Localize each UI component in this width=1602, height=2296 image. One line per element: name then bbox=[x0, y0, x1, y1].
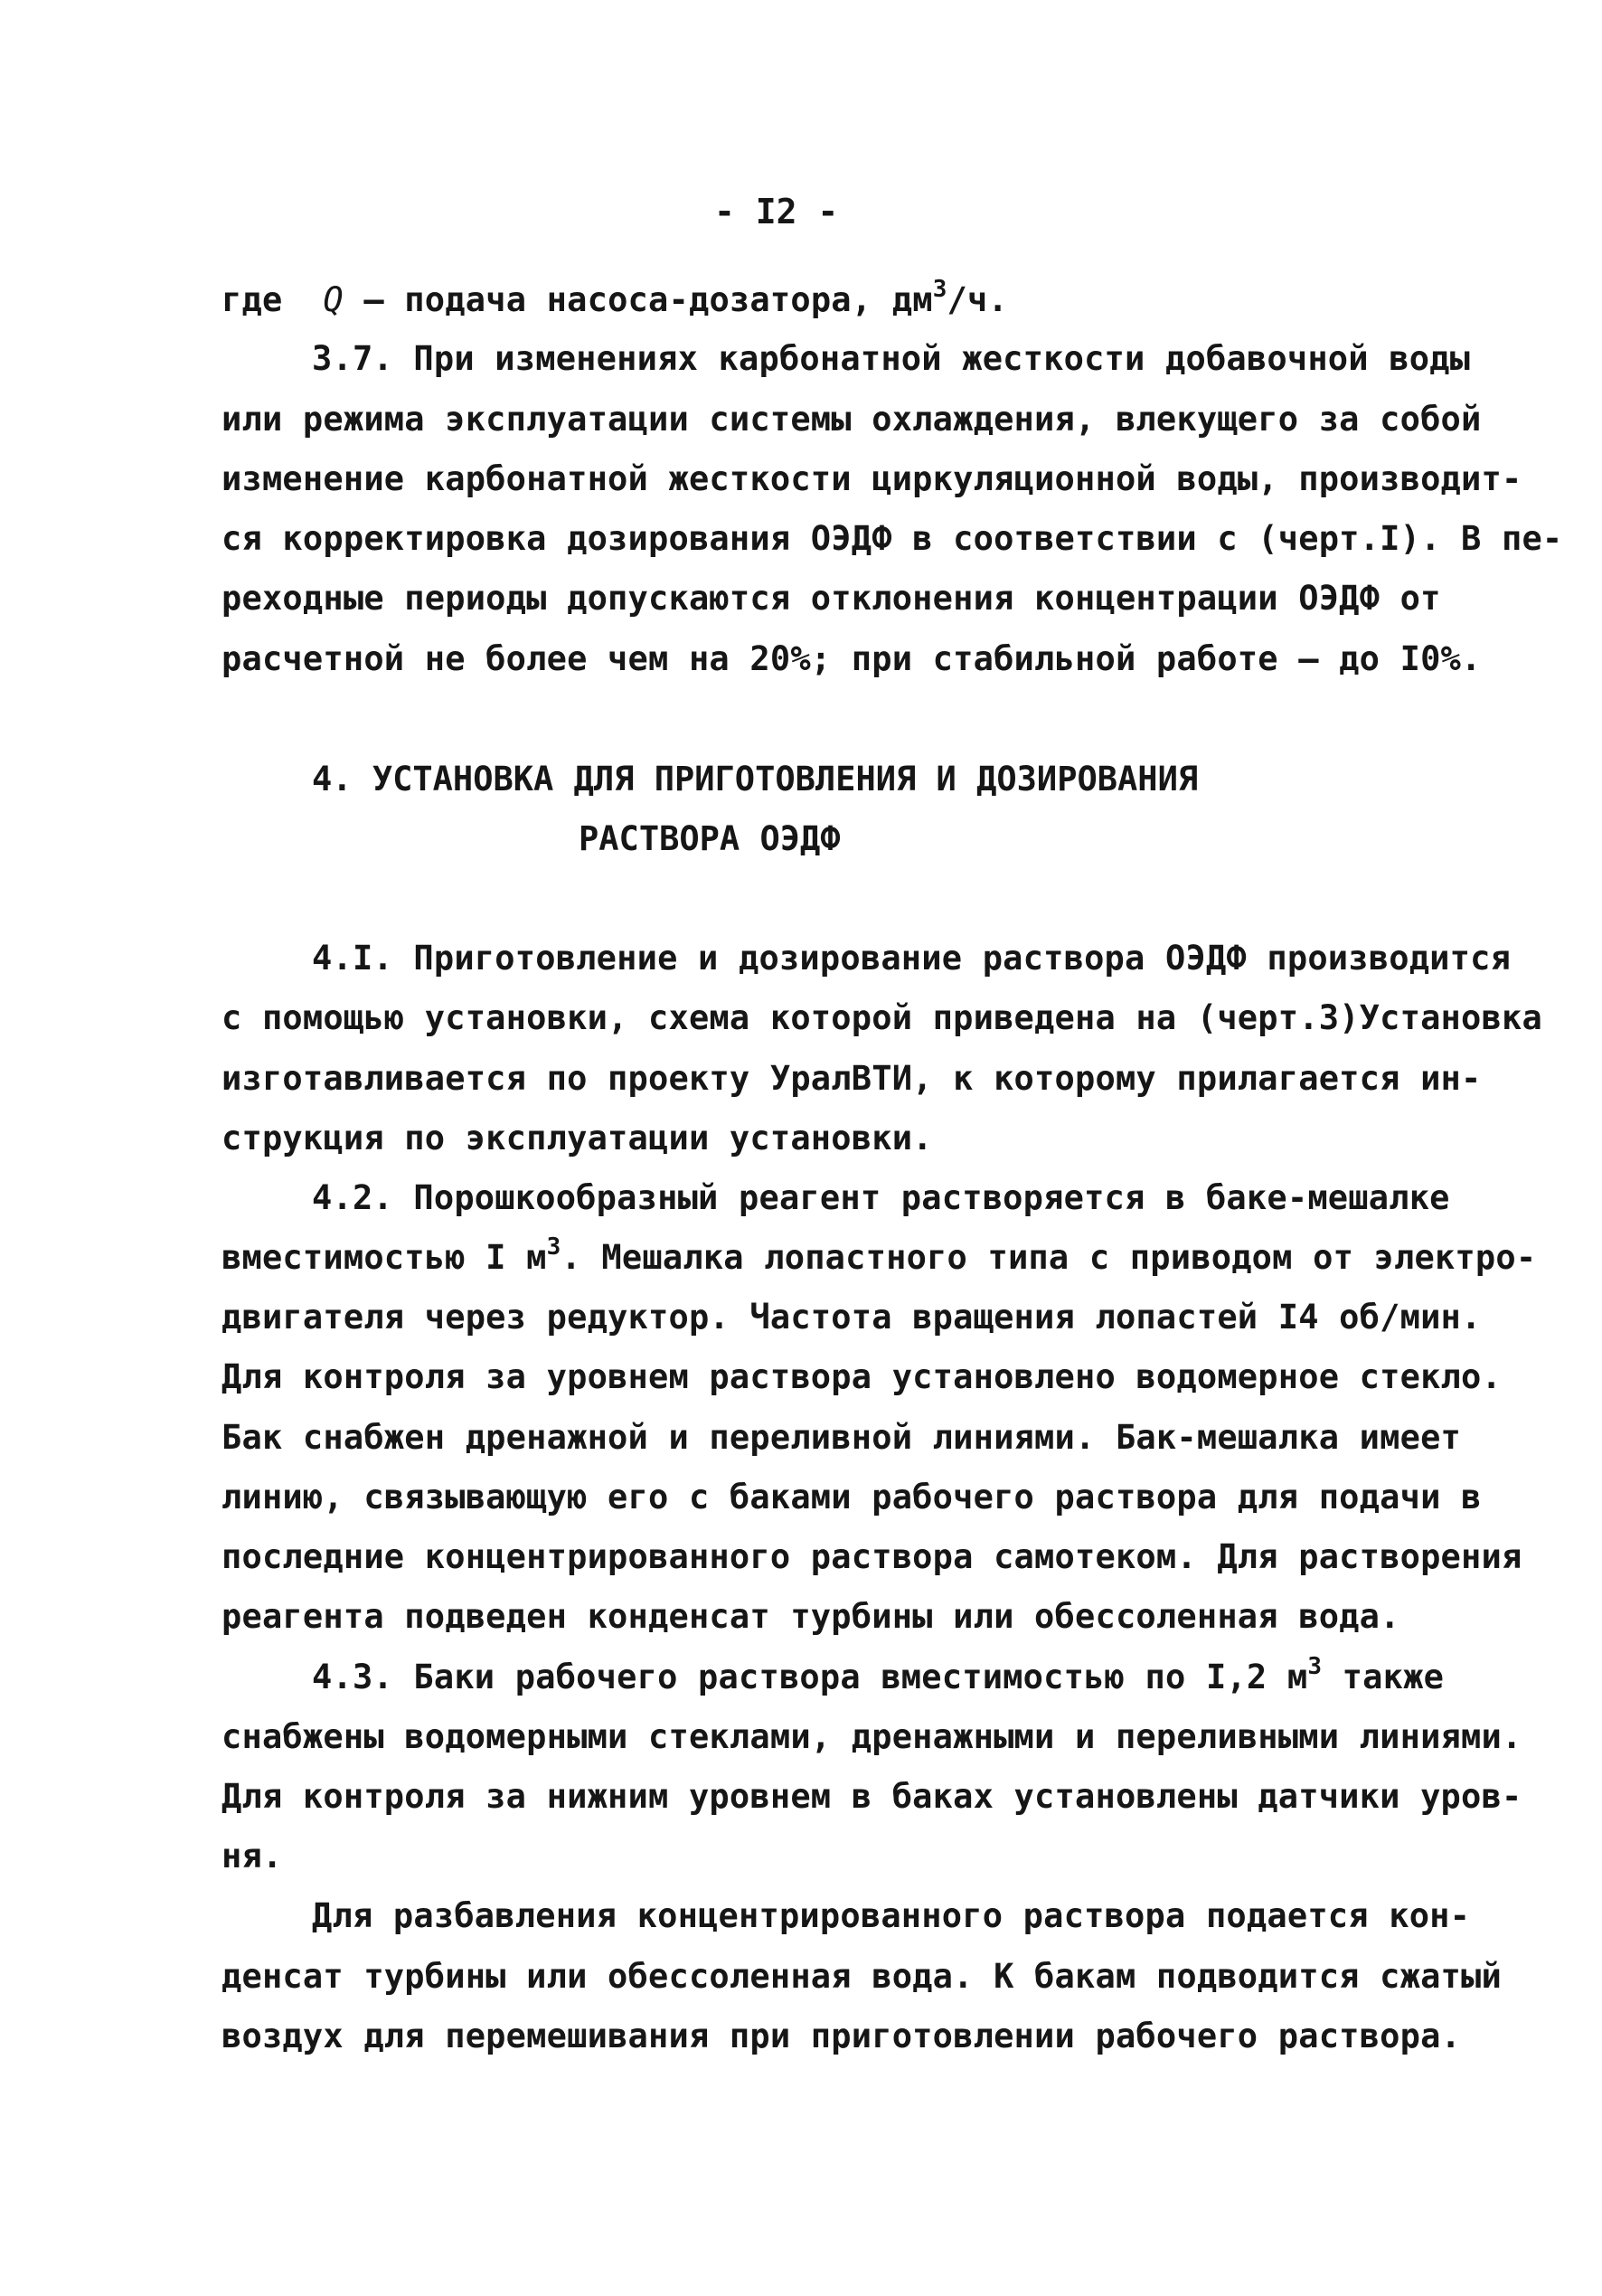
formula-unit-sup: 3 bbox=[932, 276, 947, 303]
paragraph-4-3-line: ня. bbox=[221, 1837, 283, 1876]
section-4-title-line2: РАСТВОРА ОЭДФ bbox=[579, 819, 841, 858]
paragraph-4-1-line: с помощью установки, схема которой приведена на (черт.3)Установка bbox=[221, 998, 1542, 1037]
paragraph-4-2-line: последние концентрированного раствора самотеком. Для растворения bbox=[221, 1537, 1522, 1576]
paragraph-4-2-line: Бак снабжен дренажной и переливной линиями. Бак-мешалка имеет bbox=[221, 1418, 1462, 1457]
paragraph-4-2-line: 4.2. Порошкообразный реагент растворяется в баке-мешалке bbox=[312, 1178, 1450, 1217]
formula-text: – подача насоса-дозатора, дм bbox=[363, 280, 933, 319]
paragraph-3-7-line: расчетной не более чем на 20%; при стабильной работе – до I0%. bbox=[221, 639, 1482, 678]
paragraph-4-1-line: струкция по эксплуатации установки. bbox=[221, 1119, 933, 1157]
paragraph-4-2-line: Для контроля за уровнем раствора установлено водомерное стекло. bbox=[221, 1357, 1502, 1396]
formula-unit-tail: /ч. bbox=[947, 280, 1008, 319]
paragraph-4-2-text: вместимостью I м bbox=[221, 1238, 547, 1277]
paragraph-4-2-line: реагента подведен конденсат турбины или обессоленная вода. bbox=[221, 1597, 1400, 1636]
paragraph-dilution-line: воздух для перемешивания при приготовлении рабочего раствора. bbox=[221, 2017, 1462, 2055]
paragraph-3-7-line: или режима эксплуатации системы охлаждения, влекущего за собой bbox=[221, 400, 1482, 439]
page-number: - I2 - bbox=[714, 192, 839, 231]
paragraph-3-7-line: реходные периоды допускаются отклонения концентрации ОЭДФ от bbox=[221, 579, 1441, 618]
paragraph-4-2-text: . Мешалка лопастного типа с приводом от электро- bbox=[561, 1238, 1537, 1277]
unit-superscript: 3 bbox=[546, 1233, 561, 1261]
paragraph-4-3-line: Для контроля за нижним уровнем в баках установлены датчики уров- bbox=[221, 1777, 1522, 1816]
paragraph-4-3-line bbox=[312, 1653, 1445, 1699]
paragraph-4-2-line: двигателя через редуктор. Частота вращения лопастей I4 об/мин. bbox=[221, 1298, 1482, 1337]
paragraph-4-1-line: изготавливается по проекту УралВТИ, к которому прилагается ин- bbox=[221, 1059, 1482, 1098]
paragraph-4-3-line: снабжены водомерными стеклами, дренажными и переливными линиями. bbox=[221, 1717, 1522, 1756]
paragraph-4-2-line bbox=[221, 1233, 1537, 1280]
paragraph-4-2-line: линию, связывающую его с баками рабочего раствора для подачи в bbox=[221, 1478, 1482, 1516]
paragraph-4-3-text: 4.3. Баки рабочего раствора вместимостью по I,2 м bbox=[312, 1658, 1308, 1696]
paragraph-3-7-line: изменение карбонатной жесткости циркуляционной воды, производит- bbox=[221, 459, 1522, 498]
paragraph-4-1-line: 4.I. Приготовление и дозирование раствора ОЭДФ производится bbox=[312, 939, 1512, 978]
paragraph-3-7-line: ся корректировка дозирования ОЭДФ в соответствии с (черт.I). В пе- bbox=[221, 519, 1563, 558]
section-4-title-line1: 4. УСТАНОВКА ДЛЯ ПРИГОТОВЛЕНИЯ И ДОЗИРОВАНИЯ bbox=[312, 760, 1199, 798]
formula-prefix: где bbox=[221, 280, 283, 319]
unit-superscript: 3 bbox=[1307, 1653, 1323, 1680]
paragraph-dilution-line: денсат турбины или обессоленная вода. К бакам подводится сжатый bbox=[221, 1957, 1502, 1996]
formula-symbol: Q bbox=[323, 280, 344, 319]
formula-explanation bbox=[221, 276, 1008, 322]
paragraph-3-7-line: 3.7. При изменениях карбонатной жесткости добавочной воды bbox=[312, 339, 1471, 378]
paragraph-4-3-text: также bbox=[1322, 1658, 1445, 1696]
paragraph-dilution-line: Для разбавления концентрированного раствора подается кон- bbox=[312, 1896, 1471, 1935]
